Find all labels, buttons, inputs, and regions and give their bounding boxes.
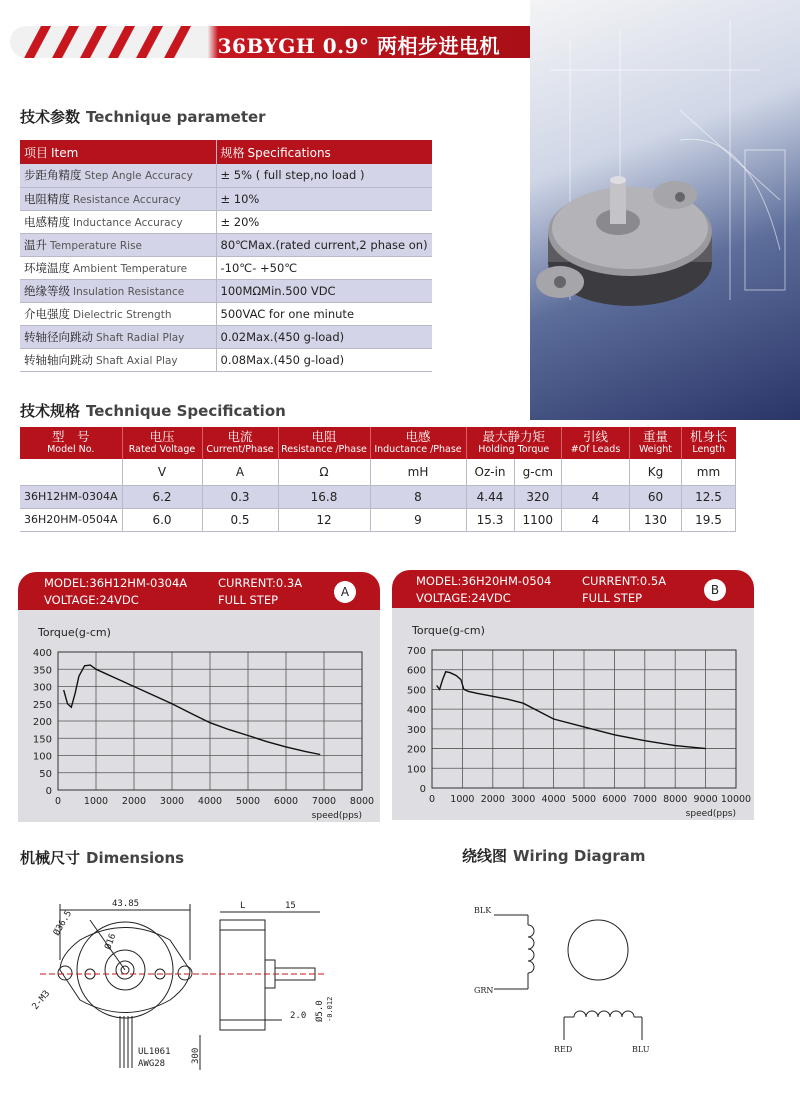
heading-en: Dimensions [86, 849, 185, 867]
x-axis-label: speed(pps) [311, 811, 362, 821]
y-tick-label: 250 [32, 699, 52, 711]
table-row: 转轴轴向跳动 Shaft Axial Play 0.08Max.(450 g-load) [20, 348, 432, 371]
x-tick-label: 10000 [720, 794, 752, 805]
dim-length: L [240, 901, 246, 911]
y-tick-label: 350 [32, 665, 52, 677]
torque-chart-a [18, 572, 380, 822]
dim-step: 2.0 [290, 1011, 307, 1021]
banner-stripe [160, 26, 194, 58]
heading-cn: 技术规格 [20, 402, 81, 420]
x-tick-label: 2000 [121, 796, 147, 807]
dimensions-heading [20, 847, 184, 868]
product-photo [530, 0, 800, 420]
banner-stripe [132, 26, 166, 58]
column-current: 电流 Current/Phase [202, 427, 278, 459]
x-tick-label: 3000 [511, 794, 536, 805]
x-tick-label: 4000 [197, 796, 223, 807]
dim-cable: UL1061 [138, 1047, 171, 1057]
x-tick-label: 9000 [693, 794, 718, 805]
y-tick-label: 300 [406, 724, 426, 736]
chart-model: MODEL:36H20HM-0504 [416, 574, 552, 588]
chart-plot [18, 610, 380, 822]
chart-header [392, 570, 754, 608]
x-tick-label: 3000 [159, 796, 185, 807]
chart-mode: FULL STEP [218, 593, 279, 607]
column-specifications: 规格 Specifications [216, 140, 432, 164]
chart-current: CURRENT:0.5A [582, 574, 667, 588]
dimension-drawing [20, 890, 340, 1090]
column-model: 型 号 Model No. [20, 427, 122, 459]
dim-shaft-length: 15 [285, 901, 296, 911]
heading-en: Wiring Diagram [513, 847, 646, 865]
table-row: 温升 Temperature Rise 80℃Max.(rated current,2 phase on) [20, 233, 432, 256]
y-tick-label: 200 [32, 717, 52, 728]
heading-cn: 绕线图 [462, 847, 508, 865]
y-tick-label: 150 [32, 734, 52, 746]
y-tick-label: 50 [39, 768, 52, 780]
x-tick-label: 2000 [480, 794, 505, 805]
x-tick-label: 6000 [602, 794, 627, 805]
dim-lead-length: 300 [191, 1047, 201, 1064]
y-tick-label: 300 [32, 682, 52, 694]
y-tick-label: 200 [406, 744, 426, 756]
dim-awg: AWG28 [138, 1059, 166, 1069]
x-tick-label: 8000 [349, 796, 375, 807]
chart-model: MODEL:36H12HM-0304A [44, 576, 188, 590]
torque-chart-b [392, 570, 754, 820]
chart-voltage: VOLTAGE:24VDC [416, 591, 511, 605]
column-item: 项目 Item [20, 140, 216, 164]
lead-blk: BLK [474, 906, 492, 915]
table-row: 环境温度 Ambient Temperature -10℃- +50℃ [20, 256, 432, 279]
specification-table [20, 427, 736, 532]
x-tick-label: 8000 [663, 794, 688, 805]
x-tick-label: 5000 [235, 796, 261, 807]
heading-cn: 机械尺寸 [20, 849, 81, 867]
x-tick-label: 7000 [311, 796, 337, 807]
chart-current: CURRENT:0.3A [218, 576, 303, 590]
y-tick-label: 100 [32, 751, 52, 763]
x-tick-label: 7000 [632, 794, 657, 805]
technique-parameter-heading [20, 106, 266, 127]
dim-shaft-tolerance: -0.012 [326, 996, 334, 1022]
banner-stripe [76, 26, 110, 58]
lead-grn: GRN [474, 986, 494, 995]
column-holding-torque: 最大静力矩 Holding Torque [466, 427, 562, 459]
lead-blu: BLU [632, 1045, 650, 1054]
x-tick-label: 0 [428, 794, 436, 805]
table-row: 转轴径向跳动 Shaft Radial Play 0.02Max.(450 g-load) [20, 325, 432, 348]
y-tick-label: 600 [406, 665, 426, 677]
banner-stripe [20, 26, 54, 58]
y-tick-label: 400 [406, 705, 426, 717]
column-weight: 重量 Weight [630, 427, 682, 459]
heading-en: Technique parameter [86, 108, 266, 126]
dim-outer-dia: Ø36.5 [51, 909, 75, 938]
y-axis-label: Torque(g-cm) [412, 624, 485, 637]
wiring-diagram [470, 895, 690, 1065]
heading-cn: 技术参数 [20, 108, 81, 126]
chart-voltage: VOLTAGE:24VDC [44, 593, 139, 607]
table-row: 绝缘等级 Insulation Resistance 100MΩMin.500 VDC [20, 279, 432, 302]
table-row: 电感精度 Inductance Accuracy ± 20% [20, 210, 432, 233]
y-tick-label: 100 [406, 764, 426, 776]
chart-badge: B [704, 579, 726, 601]
x-tick-label: 5000 [571, 794, 597, 805]
x-tick-label: 4000 [541, 794, 566, 805]
table-row: 36H20HM-0504A 6.0 0.5 12 9 15.3 1100 4 130 19.5 [20, 508, 736, 531]
x-tick-label: 0 [54, 796, 62, 807]
y-tick-label: 0 [419, 784, 426, 795]
parameter-table-header [20, 140, 432, 164]
chart-badge: A [334, 581, 356, 603]
banner-stripe [104, 26, 138, 58]
dim-boss-dia: Ø16 [103, 932, 119, 952]
y-tick-label: 0 [45, 786, 52, 797]
y-tick-label: 400 [32, 648, 52, 659]
title-banner [10, 26, 530, 58]
page-title: 36BYGH 0.9° 两相步进电机 [217, 34, 500, 58]
x-tick-label: 1000 [450, 794, 475, 805]
column-length: 机身长 Length [682, 427, 736, 459]
column-inductance: 电感 Inductance /Phase [370, 427, 466, 459]
technique-specification-heading [20, 400, 286, 421]
column-resistance: 电阻 Resistance /Phase [278, 427, 370, 459]
specification-table-header [20, 427, 736, 459]
parameter-table [20, 140, 432, 372]
motor-illustration [530, 0, 800, 420]
chart-plot [392, 608, 754, 820]
x-tick-label: 1000 [83, 796, 109, 807]
y-tick-label: 700 [406, 646, 426, 657]
table-row: 步距角精度 Step Angle Accuracy ± 5% ( full step,no load ) [20, 164, 432, 187]
x-tick-label: 6000 [273, 796, 299, 807]
torque-series-line [437, 672, 706, 749]
banner-stripe [48, 26, 82, 58]
dim-holes: 2-M3 [30, 988, 53, 1012]
wiring-heading [462, 845, 645, 866]
x-axis-label: speed(pps) [685, 809, 736, 819]
chart-header [18, 572, 380, 610]
table-row: 36H12HM-0304A 6.2 0.3 16.8 8 4.44 320 4 60 12.5 [20, 485, 736, 508]
column-leads: 引线 #Of Leads [562, 427, 630, 459]
y-tick-label: 500 [406, 685, 426, 697]
y-axis-label: Torque(g-cm) [38, 626, 111, 639]
torque-series-line [64, 665, 321, 754]
heading-en: Technique Specification [86, 402, 286, 420]
dim-shaft-dia: Ø5.0 [315, 1000, 325, 1022]
column-voltage: 电压 Rated Voltage [122, 427, 202, 459]
chart-mode: FULL STEP [582, 591, 643, 605]
table-row: 介电强度 Dielectric Strength 500VAC for one minute [20, 302, 432, 325]
dim-width: 43.85 [112, 899, 140, 909]
table-row: 电阻精度 Resistance Accuracy ± 10% [20, 187, 432, 210]
lead-red: RED [554, 1045, 573, 1054]
units-row: V A Ω mH Oz-in g-cm Kg mm [20, 459, 736, 485]
